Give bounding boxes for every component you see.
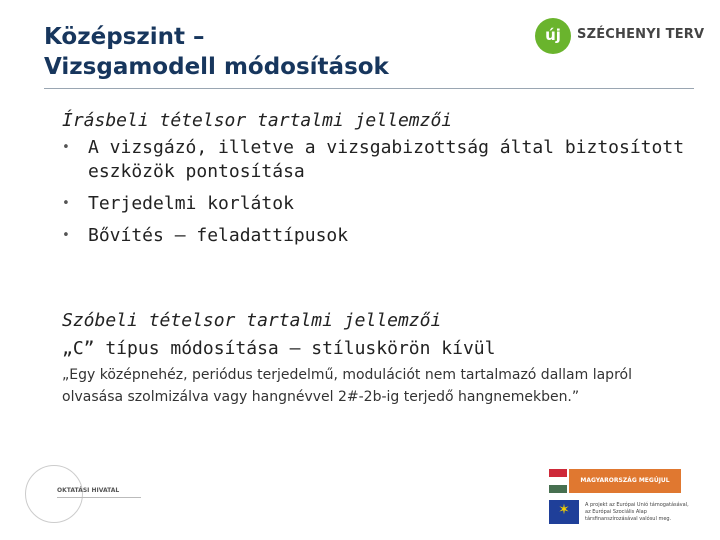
bullet-icon: •	[62, 228, 70, 243]
szechenyi-terv-logo	[533, 18, 703, 58]
oh-logo-arc-icon	[25, 465, 83, 523]
oral-subheading: „C” típus módosítása – stíluskörön kívül	[62, 338, 496, 359]
written-bullet-list	[62, 136, 702, 248]
page-title	[44, 22, 504, 82]
bullet-icon: •	[62, 140, 70, 155]
bullet-text: Bővítés – feladattípusok	[88, 225, 349, 246]
hungarian-flag-icon	[549, 469, 567, 493]
oral-heading: Szóbeli tételsor tartalmi jellemzői	[62, 310, 442, 331]
logo-name: SZÉCHENYI TERV	[577, 27, 705, 42]
magyarorszag-megujul-badge	[549, 469, 681, 493]
written-heading: Írásbeli tételsor tartalmi jellemzői	[62, 110, 453, 131]
oh-logo-text: OKTATÁSI HIVATAL	[57, 487, 120, 494]
list-item	[62, 224, 702, 248]
title-line-2: Vizsgamodell módosítások	[44, 54, 389, 80]
list-item	[62, 136, 702, 184]
title-line-1: Középszint –	[44, 24, 205, 50]
title-divider	[44, 88, 694, 89]
oktatasi-hivatal-logo	[25, 465, 125, 525]
list-item	[62, 192, 702, 216]
bullet-icon: •	[62, 196, 70, 211]
mm-badge-text: MAGYARORSZÁG MEGÚJUL	[569, 469, 681, 493]
logo-mark-text: új	[545, 26, 561, 44]
eu-funding-text: A projekt az Európai Unió támogatásával, az Európai Szociális Alap társfinanszírozásával valósul meg.	[585, 502, 689, 522]
uj-logo-icon	[535, 18, 571, 54]
oral-quote: „Egy középnehéz, periódus terjedelmű, modulációt nem tartalmazó dallam lapról olvasása szolmizálva vagy hangnévvel 2#-2b-ig terjedő hangnemekben.”	[62, 367, 632, 405]
bullet-text: A vizsgázó, illetve a vizsgabizottság által biztosított eszközök pontosítása	[88, 137, 685, 182]
written-section	[62, 108, 702, 256]
oh-logo-underline	[57, 497, 141, 498]
bullet-text: Terjedelmi korlátok	[88, 193, 294, 214]
eu-flag-icon: ✶	[549, 500, 579, 524]
